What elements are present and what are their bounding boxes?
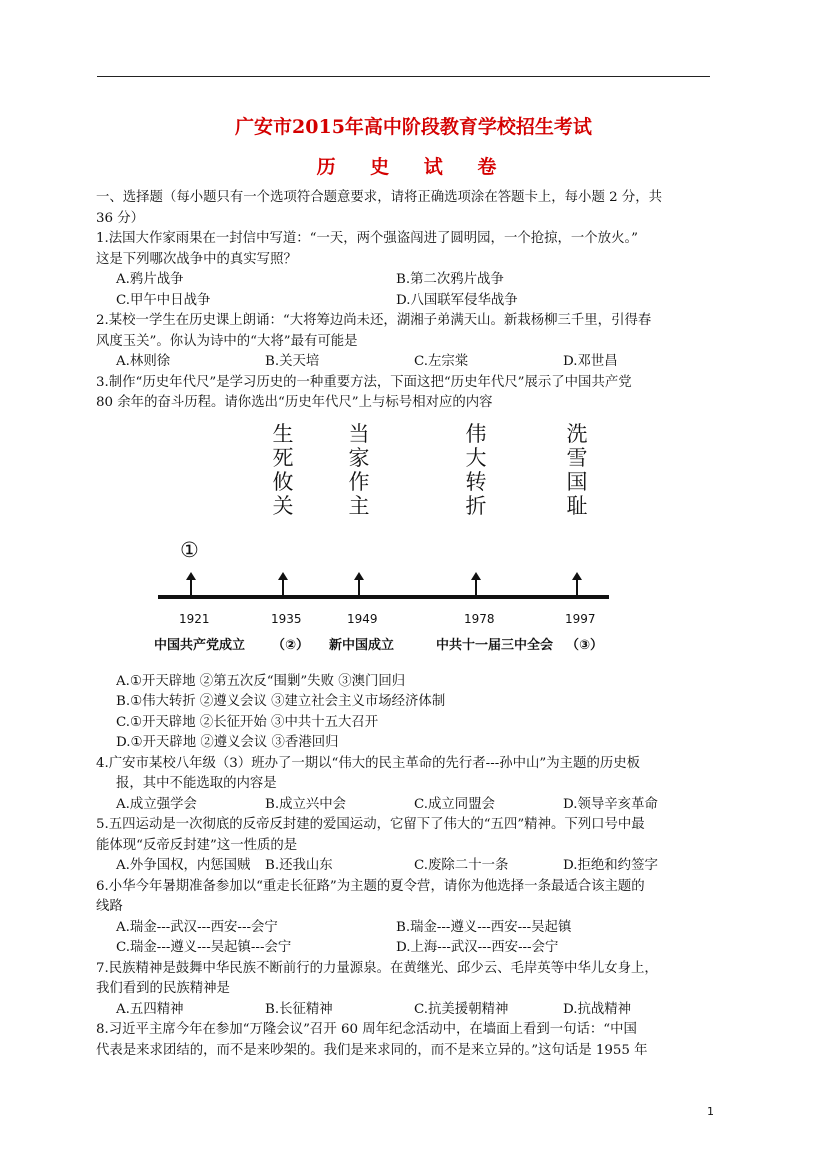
question-1-cont: 这是下列哪次战争中的真实写照？ [96,251,297,267]
q5-option-c: C.废除二十一条 [414,858,509,873]
q6-options-row1 [116,918,710,939]
q4-option-d: D.领导辛亥革命 [563,796,658,812]
question-3-cont: 80 余年的奋斗历程。请你选出“历史年代尺”上与标号相对应的内容 [96,395,493,410]
q3-option-d: D.①开天辟地 ②遵义会议 ③香港回归 [116,735,339,750]
timeline-label-2: （②） [272,637,310,653]
q4-option-a: A.成立强学会 [116,796,197,812]
q3-option-b: B.①伟大转折 ②遵义会议 ③建立社会主义市场经济体制 [116,694,446,709]
question-6: 6.小华今年暑期准备参加以“重走长征路”为主题的夏令营，请你为他选择一条最适合该主题的 [96,878,645,894]
q5-options [116,856,710,877]
timeline-year-1997: 1997 [565,611,596,626]
question-5-cont: 能体现“反帝反封建”这一性质的是 [96,837,298,853]
q1-options-row2 [116,291,710,312]
q2-option-a: A.林则徐 [116,354,171,369]
question-2-cont: 风度玉关”。你认为诗中的“大将”最有可能是 [96,333,358,349]
question-4-cont: 报，其中不能选取的内容是 [116,776,277,791]
q7-option-b: B.长征精神 [265,1001,333,1017]
question-6-cont: 线路 [96,899,123,914]
timeline-year-1921: 1921 [179,611,210,626]
timeline-year-1949: 1949 [347,611,378,626]
q2-option-d: D.邓世昌 [563,354,618,369]
exam-title: 广安市2015年高中阶段教育学校招生考试 [235,116,592,138]
question-2: 2.某校一学生在历史课上朗诵：“大将筹边尚未还，湖湘子弟满天山。新栽杨柳三千里，引得春 [96,313,652,328]
q7-option-a: A.五四精神 [116,1001,184,1017]
q2-option-b: B.关天培 [265,354,320,369]
timeline-marker-1: ① [180,537,199,562]
timeline-axis [158,595,609,599]
timeline-arrow-1935 [282,578,284,595]
q6-option-c: C.瑞金---遵义---吴起镇---会宁 [116,940,292,955]
q4-option-b: B.成立兴中会 [265,796,347,812]
timeline-vtext-2: 当 家 作 主 [348,421,370,518]
section-intro: 一、选择题（每小题只有一个选项符合题意要求，请将正确选项涂在答题卡上，每小题 2 分，共 [96,190,663,205]
question-4: 4.广安市某校八年级（3）班办了一期以“伟大的民主革命的先行者---孙中山”为主题的历史板 [96,755,641,771]
question-1: 1.法国大作家雨果在一封信中写道：“一天，两个强盗闯进了圆明园，一个抢掠，一个放火。” [96,231,638,246]
timeline-label-5: （③） [566,637,604,653]
q2-options [116,352,710,373]
page-number: 1 [707,1105,714,1118]
timeline-vtext-4: 洗 雪 国 耻 [566,421,588,518]
exam-subtitle: 历 史 试 卷 [316,156,511,178]
timeline-vtext-1: 生 死 攸 关 [272,421,294,518]
timeline-arrow-1997 [576,578,578,595]
question-8-cont: 代表是来求团结的，而不是来吵架的。我们是来求同的，而不是来立异的。”这句话是 1955 年 [96,1042,648,1058]
q3-option-a: A.①开天辟地 ②第五次反“围剿”失败 ③澳门回归 [116,673,406,689]
question-3: 3.制作“历史年代尺”是学习历史的一种重要方法，下面这把“历史年代尺”展示了中国共产党 [96,374,632,390]
timeline-arrow-1949 [358,578,360,595]
timeline-arrow-1978 [475,578,477,595]
q4-options [116,795,710,816]
history-timeline [96,414,690,634]
q7-options [116,1000,710,1021]
q1-option-a: A.鸦片战争 [116,272,184,287]
q5-option-d: D.拒绝和约签字 [563,858,658,873]
question-7: 7.民族精神是鼓舞中华民族不断前行的力量源泉。在黄继光、邱少云、毛岸英等中华儿女身上， [96,960,658,976]
timeline-label-1: 中国共产党成立 [154,637,246,653]
q1-option-c: C.甲午中日战争 [116,292,211,308]
timeline-year-1978: 1978 [464,611,495,626]
question-8: 8.习近平主席今年在参加“万隆会议”召开 60 周年纪念活动中，在墙面上看到一句话：“中国 [96,1022,637,1037]
q7-option-c: C.抗美援朝精神 [414,1001,509,1017]
q6-option-d: D.上海---武汉---西安---会宁 [396,940,559,955]
timeline-arrow-1921 [190,578,192,595]
q4-option-c: C.成立同盟会 [414,796,495,812]
question-7-cont: 我们看到的民族精神是 [96,981,230,996]
q1-option-d: D.八国联军侵华战争 [396,292,518,308]
q6-option-b: B.瑞金---遵义---西安---吴起镇 [396,919,572,935]
timeline-label-3: 新中国成立 [329,637,395,653]
question-5: 5.五四运动是一次彻底的反帝反封建的爱国运动，它留下了伟大的“五四”精神。下列口号中最 [96,817,645,832]
q1-option-b: B.第二次鸦片战争 [396,272,504,287]
q6-option-a: A.瑞金---武汉---西安---会宁 [116,919,278,935]
q6-options-row2 [116,938,710,959]
timeline-label-4: 中共十一届三中全会 [436,637,554,653]
timeline-vtext-3: 伟 大 转 折 [465,421,487,518]
section-intro-cont: 36 分） [96,210,145,226]
q5-option-a: A.外争国权，内惩国贼 [116,858,251,873]
exam-content [96,188,710,1061]
header-rule [97,76,710,77]
q5-option-b: B.还我山东 [265,858,333,873]
q1-options-row1 [116,270,710,291]
q2-option-c: C.左宗棠 [414,354,469,369]
timeline-year-1935: 1935 [271,611,302,626]
q7-option-d: D.抗战精神 [563,1001,632,1017]
q3-option-c: C.①开天辟地 ②长征开始 ③中共十五大召开 [116,714,379,730]
timeline-labels [96,634,710,672]
